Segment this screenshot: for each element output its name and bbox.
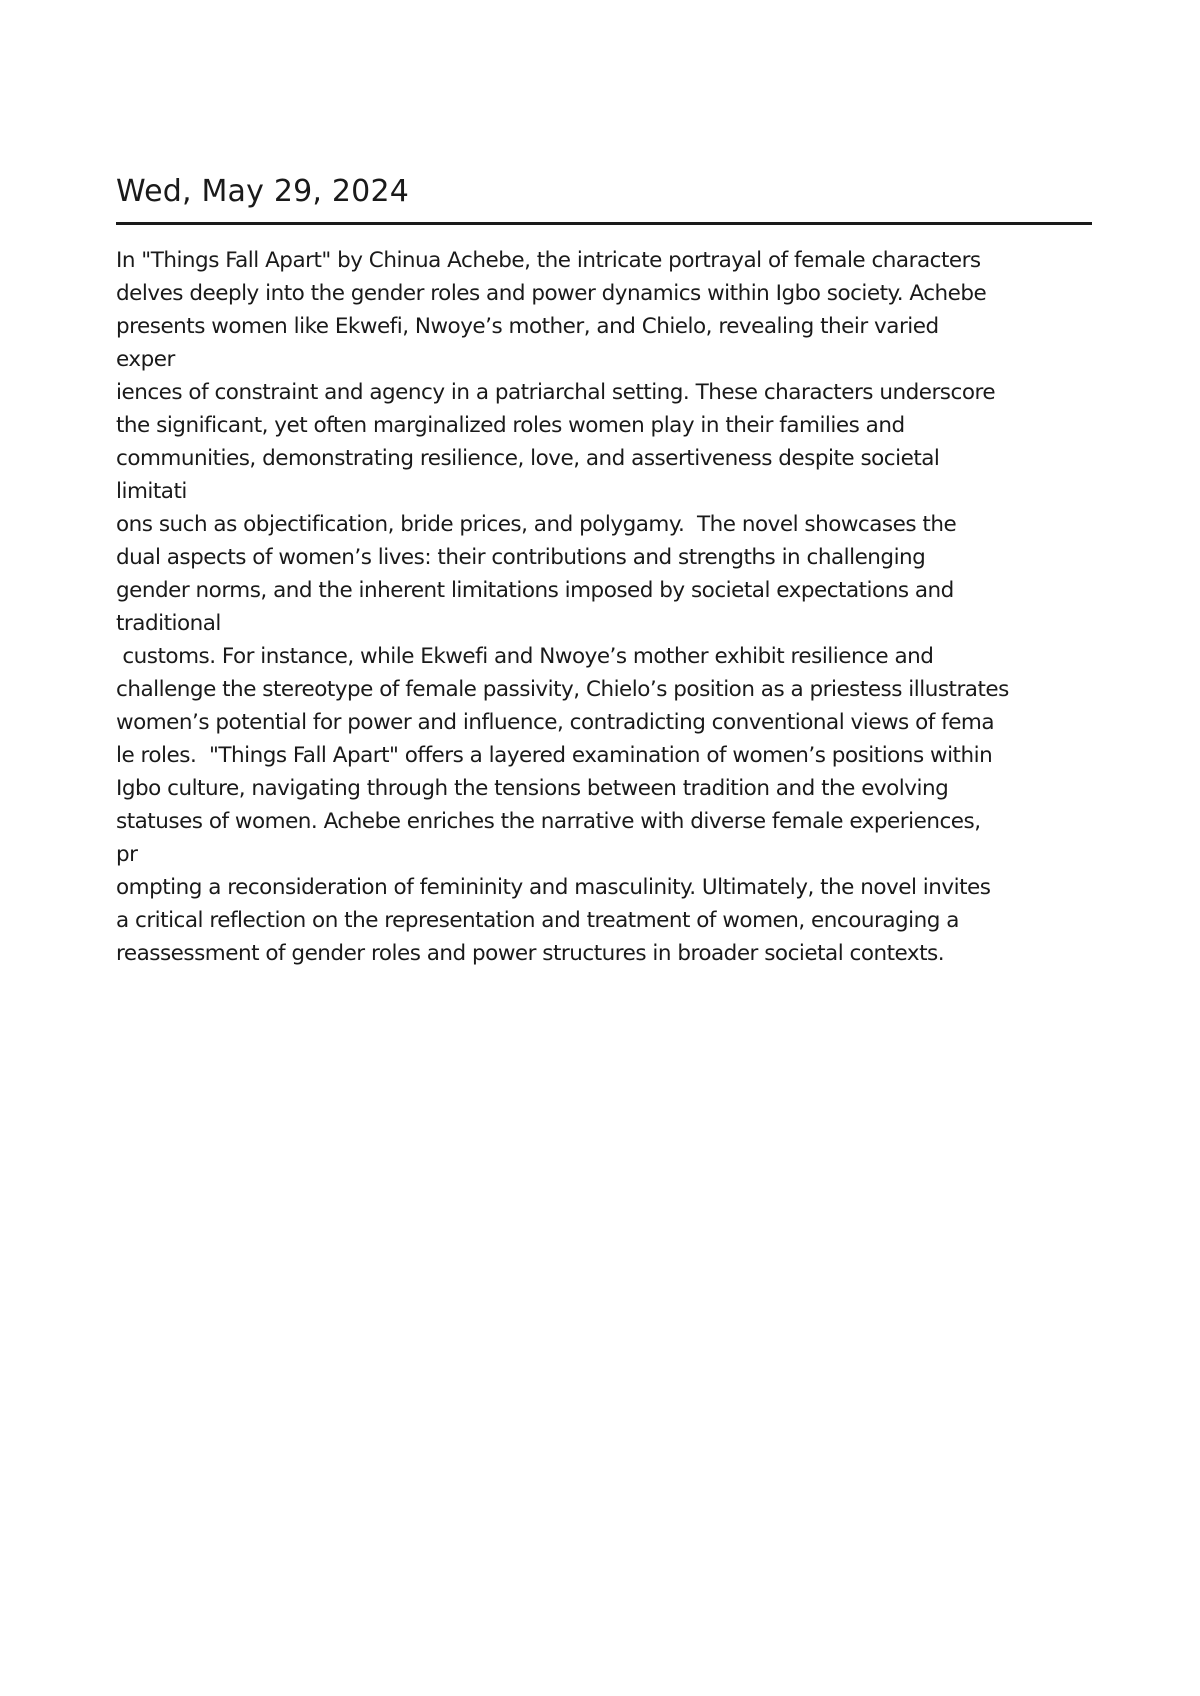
body-line: delves deeply into the gender roles and power dynamics within Igbo society. Achebe: [116, 281, 987, 306]
body-line: communities, demonstrating resilience, love, and assertiveness despite societal: [116, 446, 940, 471]
body-line: customs. For instance, while Ekwefi and Nwoye’s mother exhibit resilience and: [116, 644, 934, 669]
body-line: dual aspects of women’s lives: their contributions and strengths in challenging: [116, 545, 926, 570]
body-line: iences of constraint and agency in a patriarchal setting. These characters underscore: [116, 380, 996, 405]
document-header: [116, 172, 1092, 225]
date-heading: Wed, May 29, 2024: [116, 174, 410, 209]
body-line: le roles. "Things Fall Apart" offers a layered examination of women’s positions within: [116, 743, 993, 768]
body-line: ons such as objectification, bride prices, and polygamy. The novel showcases the: [116, 512, 957, 537]
body-line: statuses of women. Achebe enriches the narrative with diverse female experiences,: [116, 809, 981, 834]
body-line: reassessment of gender roles and power structures in broader societal contexts.: [116, 941, 945, 966]
body-line: gender norms, and the inherent limitations imposed by societal expectations and: [116, 578, 954, 603]
body-line: a critical reflection on the representation and treatment of women, encouraging a: [116, 908, 959, 933]
body-line: challenge the stereotype of female passivity, Chielo’s position as a priestess illustrates: [116, 677, 1009, 702]
body-line: traditional: [116, 611, 221, 636]
body-line: presents women like Ekwefi, Nwoye’s mother, and Chielo, revealing their varied: [116, 314, 939, 339]
header-divider: [116, 222, 1092, 225]
body-line: the significant, yet often marginalized roles women play in their families and: [116, 413, 905, 438]
body-line: limitati: [116, 479, 187, 504]
body-line: exper: [116, 347, 175, 372]
body-line: In "Things Fall Apart" by Chinua Achebe, the intricate portrayal of female characters: [116, 248, 981, 273]
body-line: Igbo culture, navigating through the tensions between tradition and the evolving: [116, 776, 949, 801]
body-line: ompting a reconsideration of femininity and masculinity. Ultimately, the novel invites: [116, 875, 991, 900]
document-body: [116, 244, 1106, 970]
body-line: women’s potential for power and influence, contradicting conventional views of fema: [116, 710, 995, 735]
body-line: pr: [116, 842, 138, 867]
